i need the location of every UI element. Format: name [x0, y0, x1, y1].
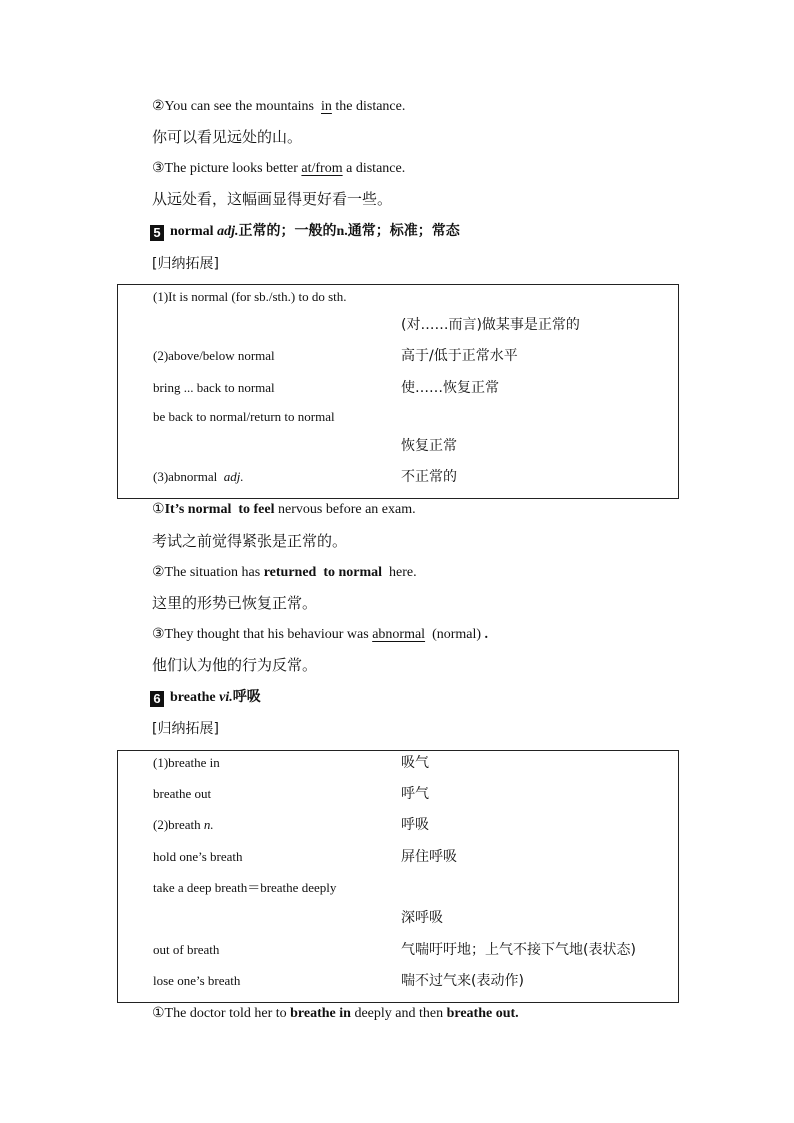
box-row: be back to normal/return to normal [153, 409, 335, 424]
box-row: take a deep breath＝breathe deeply [153, 880, 337, 895]
example-line: ①The doctor told her to breathe in deeply and then breathe out. [152, 1006, 519, 1021]
box-row-translation: 不正常的 [401, 469, 457, 485]
expansion-box [117, 284, 679, 499]
word-header-normal: 5 normal adj.正常的；一般的n.通常；标准；常态 [150, 221, 460, 242]
box-row-translation: 深呼吸 [401, 910, 443, 926]
answer-blank: abnormal [372, 627, 426, 642]
box-row-translation: (对……而言)做某事是正常的 [401, 317, 580, 333]
box-row-translation: 呼吸 [401, 817, 429, 833]
translation-line: 从远处看，这幅画显得更好看一些。 [152, 190, 393, 208]
translation-line: 你可以看见远处的山。 [152, 128, 303, 146]
box-row-translation: 喘不过气来(表动作) [401, 973, 524, 989]
expansion-box [117, 750, 679, 1003]
box-row: bring ... back to normal [153, 380, 275, 395]
box-row-translation: 吸气 [401, 755, 429, 771]
box-row: out of breath [153, 942, 220, 957]
example-line: ②The situation has returned to normal here. [152, 565, 417, 580]
answer-blank: at/from [301, 161, 343, 176]
box-row-translation: 屏住呼吸 [401, 849, 457, 865]
example-line: ③The picture looks better at/from a distance. [152, 161, 406, 176]
box-row: hold one’s breath [153, 849, 243, 864]
box-row-translation: 呼气 [401, 786, 429, 802]
example-line: ③They thought that his behaviour was abnormal (normal) . [152, 627, 489, 642]
box-row-translation: 恢复正常 [401, 438, 457, 454]
example-line: ②You can see the mountains in the distance. [152, 99, 406, 114]
box-row: breathe out [153, 786, 212, 801]
box-row-translation: 高于/低于正常水平 [401, 348, 518, 364]
number-badge: 6 [150, 691, 164, 707]
translation-line: 他们认为他的行为反常。 [152, 656, 318, 674]
box-row: (3)abnormal adj. [153, 469, 244, 484]
box-row-translation: 气喘吁吁地；上气不接下气地(表状态) [401, 942, 636, 958]
box-row: (2)above/below normal [153, 348, 275, 363]
box-row-translation: 使……恢复正常 [401, 380, 499, 396]
box-row: lose one’s breath [153, 973, 241, 988]
number-badge: 5 [150, 225, 164, 241]
word-header-breathe: 6 breathe vi.呼吸 [150, 687, 261, 708]
section-tag: [归纳拓展] [152, 721, 219, 737]
box-row: (1)breathe in [153, 755, 220, 770]
answer-blank: in [321, 99, 332, 114]
section-tag: [归纳拓展] [152, 256, 219, 272]
translation-line: 这里的形势已恢复正常。 [152, 594, 318, 612]
example-line: ①It’s normal to feel nervous before an exam. [152, 502, 416, 517]
translation-line: 考试之前觉得紧张是正常的。 [152, 532, 348, 550]
box-row: (2)breath n. [153, 817, 214, 832]
box-row: (1)It is normal (for sb./sth.) to do sth. [153, 289, 347, 304]
